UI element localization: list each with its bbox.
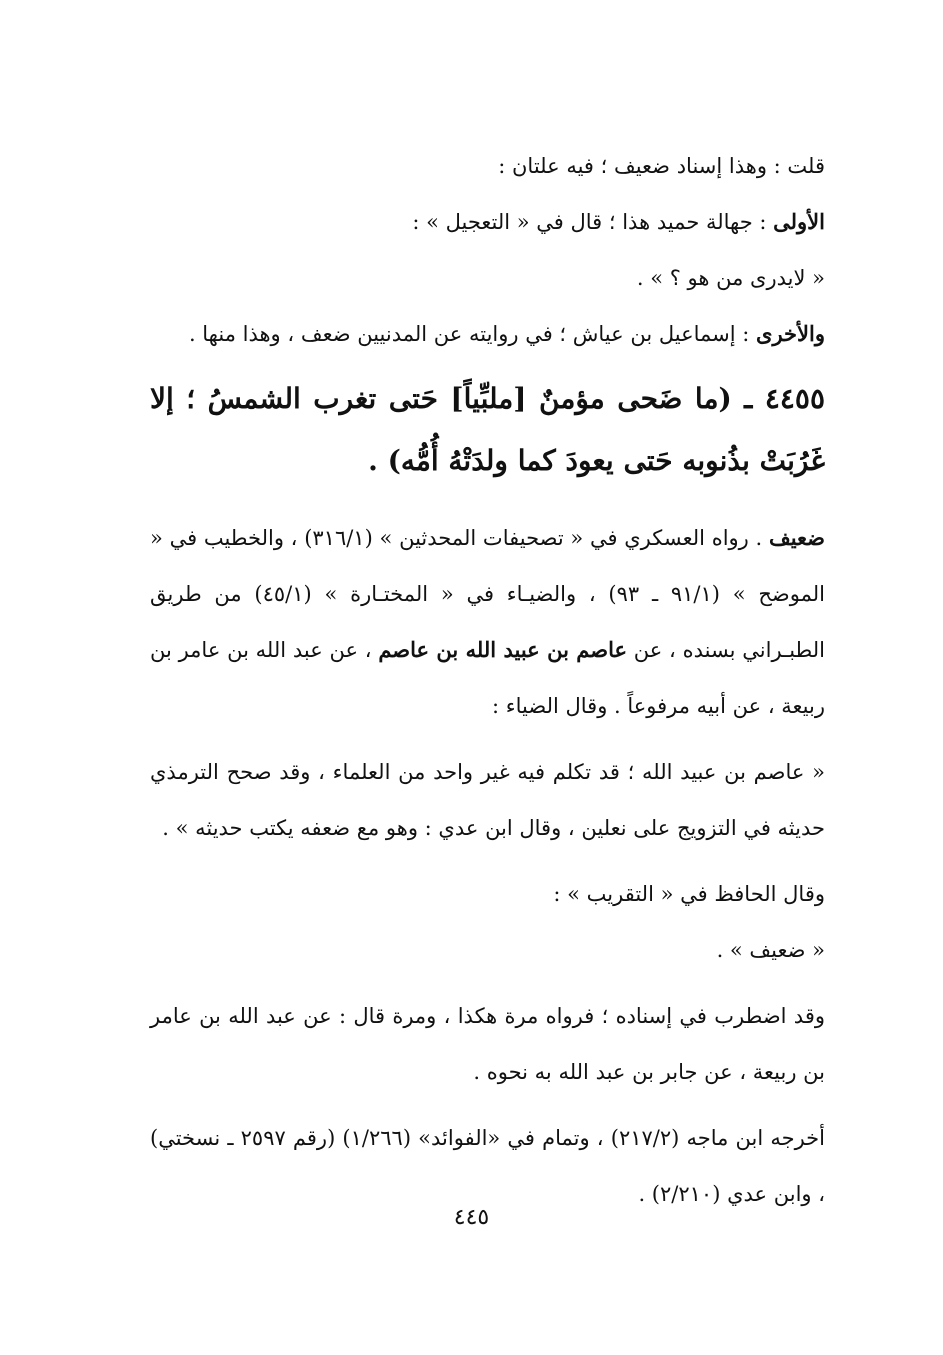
page-body: [150, 138, 825, 1222]
quote-paragraph: « عاصم بن عبيد الله ؛ قد تكلم فيه غير واحد من العلماء ، وقد صحح الترمذي حديثه في التزويج على نعلين ، وقال ابن عدي : وهو مع ضعفه يكتب حديثه » .: [150, 760, 825, 840]
spacer: [150, 1100, 825, 1110]
first-defect-text: : جهالة حميد هذا ؛ قال في « التعجيل » :: [412, 210, 774, 234]
takhrij-paragraph-1-rest: ، عن عبد الله بن عامر بن ربيعة ، عن أبيه مرفوعاً . وقال الضياء :: [150, 638, 825, 718]
intro-line-3-text: « لايدرى من هو ؟ » .: [636, 266, 825, 290]
spacer: [150, 500, 825, 510]
narrator-name: عاصم بن عبيد الله بن عاصم: [378, 637, 628, 662]
takhrij-paragraph-1-text: . رواه العسكري في « تصحيفات المحدثين » (٣١٦/١) ، والخطيب في « الموضح » (٩١/١ ـ ٩٣) ، والضيـاء في « المختـارة » (٤٥/١) من طريق الطبـراني بسنده ، عن: [150, 526, 825, 662]
sources-paragraph: أخرجه ابن ماجه (٢١٧/٢) ، وتمام في «الفوائد» (١/٢٦٦) (رقم ٢٥٩٧ ـ نسختي) ، وابن عدي (٢/٢١٠) .: [150, 1126, 825, 1206]
first-defect-label: الأولى: [773, 209, 825, 234]
takhrij-paragraph-1: [150, 510, 825, 734]
page-number: ٤٤٥: [453, 1205, 490, 1230]
spacer: [150, 734, 825, 744]
intro-line-3: [150, 250, 825, 306]
hadith-heading: ٤٤٥٥ ـ (ما ضَحى مؤمنٌ [ملبِّياً] حَتى تغرب الشمسُ ؛ إلا غَرُبَتْ بذُنوبه حَتى يعودَ كما ولدَتْهُ أُمُّه) .: [150, 382, 825, 477]
intro-line-4: [150, 306, 825, 362]
second-defect-text: : إسماعيل بن عياش ؛ في روايته عن المدنيين ضعف ، وهذا منها .: [188, 322, 757, 346]
grading-label: ضعيف: [768, 525, 825, 550]
hafiz-quote: « ضعيف » .: [716, 938, 825, 962]
second-defect-label: والأخرى: [756, 321, 825, 346]
isnad-paragraph: وقد اضطرب في إسناده ؛ فرواه مرة هكذا ، ومرة قال : عن عبد الله بن عامر بن ربيعة ، عن جابر بن عبد الله به نحوه .: [150, 1004, 825, 1084]
spacer: [150, 978, 825, 988]
spacer: [150, 856, 825, 866]
intro-line-1: [150, 138, 825, 194]
intro-line-2: [150, 194, 825, 250]
hafiz-statement: وقال الحافظ في « التقريب » :: [553, 882, 825, 906]
intro-line-1-text: قلت : وهذا إسناد ضعيف ؛ فيه علتان :: [498, 154, 825, 178]
